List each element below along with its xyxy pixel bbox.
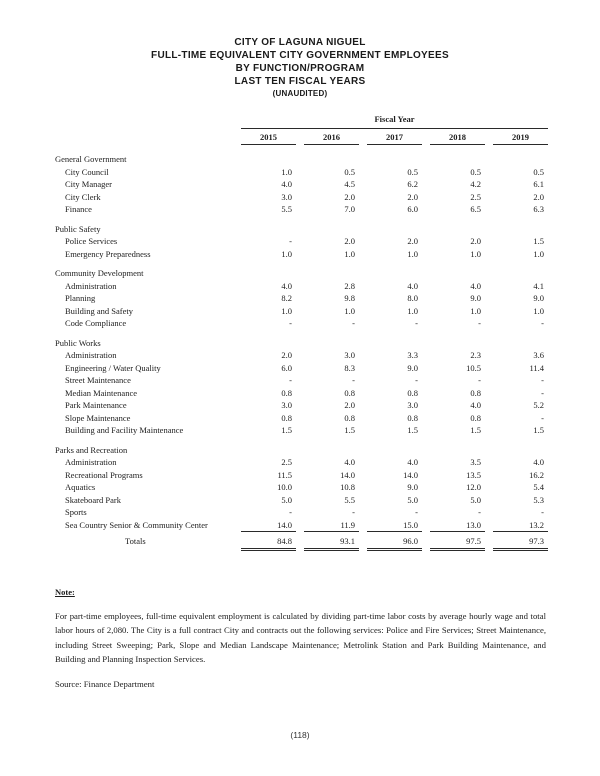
table-cell-value: 2.8 bbox=[344, 280, 355, 291]
totals-cell-value: 84.8 bbox=[241, 535, 296, 551]
totals-cell-value: 97.3 bbox=[493, 535, 548, 551]
table-cell-value: 13.5 bbox=[466, 469, 481, 480]
fte-table bbox=[55, 113, 548, 551]
year-column-header-2018: 2018 bbox=[430, 129, 485, 146]
table-cell-value: 1.0 bbox=[407, 305, 418, 316]
document-title-unaudited: (UNAUDITED) bbox=[272, 89, 328, 98]
table-cell-value: 4.0 bbox=[281, 280, 292, 291]
table-cell-value: 10.8 bbox=[340, 482, 355, 492]
table-cell-value: 5.3 bbox=[533, 494, 544, 505]
table-cell-value: 1.0 bbox=[281, 248, 292, 259]
table-cell-value: - bbox=[541, 507, 544, 517]
totals-cell-value: 93.1 bbox=[304, 535, 359, 551]
table-cell-value: 0.5 bbox=[533, 166, 544, 177]
table-cell-value: - bbox=[415, 318, 418, 328]
table-cell-value: - bbox=[541, 375, 544, 385]
note-heading: Note: bbox=[55, 586, 75, 597]
table-cell-value: 1.0 bbox=[533, 305, 544, 316]
table-cell-value: 0.8 bbox=[281, 412, 292, 423]
table-row-label: Administration bbox=[65, 457, 117, 467]
table-cell-value: 3.0 bbox=[281, 400, 292, 410]
table-cell-value: 1.0 bbox=[533, 248, 544, 259]
table-cell-value: 1.5 bbox=[344, 425, 355, 435]
table-cell-value: - bbox=[352, 507, 355, 517]
title-block bbox=[0, 0, 600, 99]
table-cell-value: 1.0 bbox=[470, 248, 481, 259]
document-title-line-4: LAST TEN FISCAL YEARS bbox=[234, 76, 366, 87]
table-cell-value: 13.0 bbox=[430, 519, 485, 533]
table-row-label: Code Compliance bbox=[65, 318, 127, 328]
table-cell-value: 0.5 bbox=[344, 166, 355, 177]
table-cell-value: 0.8 bbox=[470, 412, 481, 423]
source-line: Source: Finance Department bbox=[55, 678, 155, 689]
table-cell-value: 6.0 bbox=[281, 362, 292, 373]
table-cell-value: 11.4 bbox=[529, 362, 544, 373]
table-cell-value: 4.0 bbox=[281, 179, 292, 189]
table-cell-value: 0.8 bbox=[407, 387, 418, 398]
table-cell-value: 1.0 bbox=[344, 248, 355, 259]
table-cell-value: 4.0 bbox=[407, 280, 418, 291]
year-column-header-2017: 2017 bbox=[367, 129, 422, 146]
section-gap bbox=[55, 437, 548, 444]
totals-row-label: Totals bbox=[125, 536, 146, 546]
table-row-label: Planning bbox=[65, 293, 96, 303]
table-cell-value: 1.0 bbox=[470, 305, 481, 316]
table-cell-value: 4.1 bbox=[533, 280, 544, 291]
table-cell-value: 0.5 bbox=[407, 166, 418, 177]
table-cell-value: 2.3 bbox=[470, 350, 481, 360]
section-header: General Government bbox=[55, 154, 127, 164]
table-cell-value: 7.0 bbox=[344, 204, 355, 214]
table-row-label: Building and Facility Maintenance bbox=[65, 425, 184, 435]
section-gap bbox=[55, 260, 548, 267]
section-header: Public Works bbox=[55, 337, 101, 348]
year-column-header-2015: 2015 bbox=[241, 129, 296, 146]
table-cell-value: 14.0 bbox=[241, 519, 296, 533]
table-cell-value: 3.6 bbox=[533, 350, 544, 360]
table-cell-value: 3.0 bbox=[407, 400, 418, 410]
table-cell-value: 2.0 bbox=[344, 191, 355, 202]
table-cell-value: 2.0 bbox=[281, 350, 292, 360]
table-row-label: Police Services bbox=[65, 236, 118, 246]
table-cell-value: - bbox=[289, 375, 292, 385]
table-cell-value: - bbox=[478, 507, 481, 517]
table-cell-value: 4.2 bbox=[470, 179, 481, 189]
table-row-label: Administration bbox=[65, 350, 117, 360]
table-cell-value: 5.0 bbox=[281, 494, 292, 505]
table-cell-value: 4.5 bbox=[344, 179, 355, 189]
header-gap bbox=[55, 145, 548, 153]
table-cell-value: 10.5 bbox=[466, 362, 481, 373]
table-cell-value: 0.5 bbox=[470, 166, 481, 177]
table-cell-value: 5.2 bbox=[533, 400, 544, 410]
table-cell-value: - bbox=[352, 375, 355, 385]
table-cell-value: 4.0 bbox=[470, 400, 481, 410]
table-row-label: City Council bbox=[65, 166, 109, 177]
table-cell-value: - bbox=[541, 387, 544, 398]
table-cell-value: 0.8 bbox=[407, 412, 418, 423]
year-column-header-2019: 2019 bbox=[493, 129, 548, 146]
table-cell-value: 3.0 bbox=[281, 191, 292, 202]
table-cell-value: 5.5 bbox=[344, 494, 355, 505]
table-cell-value: 1.5 bbox=[533, 236, 544, 246]
table-cell-value: 14.0 bbox=[340, 469, 355, 480]
table-cell-value: 2.0 bbox=[533, 191, 544, 202]
table-cell-value: - bbox=[478, 375, 481, 385]
table-cell-value: 15.0 bbox=[367, 519, 422, 533]
table-row-label: Aquatics bbox=[65, 482, 96, 492]
table-cell-value: 1.5 bbox=[407, 425, 418, 435]
table-cell-value: 2.0 bbox=[407, 236, 418, 246]
table-cell-value: 3.5 bbox=[470, 457, 481, 467]
table-cell-value: - bbox=[415, 507, 418, 517]
table-cell-value: 4.0 bbox=[407, 457, 418, 467]
table-row-label: Emergency Preparedness bbox=[65, 248, 151, 259]
table-cell-value: 5.0 bbox=[470, 494, 481, 505]
table-row-label: Median Maintenance bbox=[65, 387, 137, 398]
section-header: Parks and Recreation bbox=[55, 444, 128, 455]
table-cell-value: - bbox=[289, 236, 292, 246]
table-cell-value: 16.2 bbox=[529, 469, 544, 480]
document-title-line-1: CITY OF LAGUNA NIGUEL bbox=[234, 37, 366, 48]
table-cell-value: 1.5 bbox=[281, 425, 292, 435]
table-cell-value: 10.0 bbox=[277, 482, 292, 492]
table-cell-value: 6.5 bbox=[470, 204, 481, 214]
document-title-line-2: FULL-TIME EQUIVALENT CITY GOVERNMENT EMPLOYEES bbox=[151, 50, 449, 61]
table-row-label: Street Maintenance bbox=[65, 375, 131, 385]
table-cell-value: 0.8 bbox=[470, 387, 481, 398]
table-cell-value: 9.0 bbox=[470, 293, 481, 303]
table-row-label: Slope Maintenance bbox=[65, 412, 131, 423]
table-cell-value: 1.5 bbox=[470, 425, 481, 435]
document-title-line-3: BY FUNCTION/PROGRAM bbox=[235, 63, 365, 74]
table-cell-value: 8.0 bbox=[407, 293, 418, 303]
table-row-label: Sea Country Senior & Community Center bbox=[65, 519, 208, 530]
table-cell-value: 9.0 bbox=[407, 362, 418, 373]
table-cell-value: - bbox=[478, 318, 481, 328]
section-gap bbox=[55, 330, 548, 337]
table-cell-value: 6.1 bbox=[533, 179, 544, 189]
table-row-label: Finance bbox=[65, 204, 92, 214]
table-cell-value: 1.0 bbox=[281, 166, 292, 177]
table-cell-value: 6.3 bbox=[533, 204, 544, 214]
table-row-label: City Manager bbox=[65, 179, 112, 189]
table-cell-value: 5.5 bbox=[281, 204, 292, 214]
table-cell-value: 9.0 bbox=[533, 293, 544, 303]
table-cell-value: 13.2 bbox=[493, 519, 548, 533]
table-cell-value: - bbox=[289, 318, 292, 328]
table-cell-value: 11.5 bbox=[277, 469, 292, 480]
table-cell-value: 6.2 bbox=[407, 179, 418, 189]
table-cell-value: - bbox=[541, 412, 544, 423]
table-cell-value: 1.0 bbox=[344, 305, 355, 316]
table-cell-value: 11.9 bbox=[304, 519, 359, 533]
table-cell-value: 8.3 bbox=[344, 362, 355, 373]
table-cell-value: 0.8 bbox=[344, 387, 355, 398]
note-block bbox=[55, 587, 546, 689]
page-number: (118) bbox=[290, 730, 310, 740]
table-row-label: Administration bbox=[65, 280, 117, 291]
table-row-label: Skateboard Park bbox=[65, 494, 121, 505]
note-body: For part-time employees, full-time equivalent employment is calculated by dividing part-time labor costs by average hourly wage and total labor hours of 2,080. The City is a full contract City and contracts out the following services: Police and Fire Services; Street Maintenance, including Street Sweeping; Park, Slope and Median Landscape Maintenance; Metrolink Station and Park Building Maintenance, and Building and Planning Inspection Services. bbox=[55, 610, 546, 664]
fiscal-year-header: Fiscal Year bbox=[241, 113, 548, 129]
table-cell-value: 5.4 bbox=[533, 482, 544, 492]
table-cell-value: 0.8 bbox=[344, 412, 355, 423]
table-row-label: City Clerk bbox=[65, 191, 101, 202]
table-cell-value: 8.2 bbox=[281, 293, 292, 303]
table-corner-spacer bbox=[55, 113, 233, 129]
table-cell-value: 2.0 bbox=[407, 191, 418, 202]
table-cell-value: 9.0 bbox=[407, 482, 418, 492]
table-row-label: Building and Safety bbox=[65, 305, 133, 316]
table-cell-value: 9.8 bbox=[344, 293, 355, 303]
table-cell-value: - bbox=[541, 318, 544, 328]
table-cell-value: 3.0 bbox=[344, 350, 355, 360]
table-cell-value: 0.8 bbox=[281, 387, 292, 398]
table-cell-value: 6.0 bbox=[407, 204, 418, 214]
table-cell-value: 4.0 bbox=[470, 280, 481, 291]
section-header: Public Safety bbox=[55, 223, 101, 234]
table-cell-value: 12.0 bbox=[466, 482, 481, 492]
totals-cell-value: 96.0 bbox=[367, 535, 422, 551]
table-row-label: Sports bbox=[65, 507, 87, 517]
table-cell-value: 4.0 bbox=[533, 457, 544, 467]
table-cell-value: 1.5 bbox=[533, 425, 544, 435]
table-cell-value: 1.0 bbox=[407, 248, 418, 259]
table-cell-value: 3.3 bbox=[407, 350, 418, 360]
table-cell-value: 2.5 bbox=[470, 191, 481, 202]
section-header: Community Development bbox=[55, 268, 144, 278]
table-row-label: Park Maintenance bbox=[65, 400, 127, 410]
table-cell-value: 2.5 bbox=[281, 457, 292, 467]
table-row-label: Engineering / Water Quality bbox=[65, 362, 161, 373]
totals-cell-value: 97.5 bbox=[430, 535, 485, 551]
table-cell-value: 5.0 bbox=[407, 494, 418, 505]
table-cell-value: 2.0 bbox=[470, 236, 481, 246]
table-cell-value: - bbox=[289, 507, 292, 517]
table-cell-value: 4.0 bbox=[344, 457, 355, 467]
table-cell-value: - bbox=[415, 375, 418, 385]
year-column-header-2016: 2016 bbox=[304, 129, 359, 146]
table-cell-value: 14.0 bbox=[403, 469, 418, 480]
table-cell-value: - bbox=[352, 318, 355, 328]
table-corner-spacer bbox=[55, 129, 233, 146]
table-row-label: Recreational Programs bbox=[65, 469, 143, 480]
section-gap bbox=[55, 216, 548, 223]
table-cell-value: 2.0 bbox=[344, 236, 355, 246]
table-cell-value: 1.0 bbox=[281, 305, 292, 316]
fte-table-wrap bbox=[55, 113, 548, 551]
table-cell-value: 2.0 bbox=[344, 400, 355, 410]
